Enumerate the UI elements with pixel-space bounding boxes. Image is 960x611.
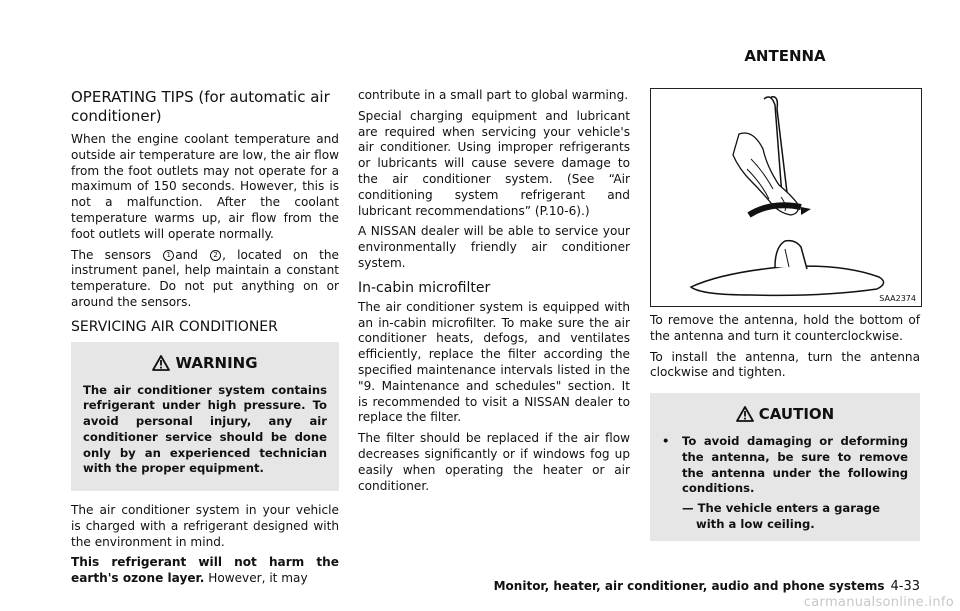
antenna-illustration bbox=[650, 88, 922, 307]
warning-text: The air conditioner system contains refrigerant under high pressure. To avoid personal injury, any air conditioner service should be done only by an experienced technician with the proper equipment. bbox=[83, 382, 327, 476]
figure-label: SAA2374 bbox=[879, 294, 916, 303]
install-antenna-paragraph: To install the antenna, turn the antenna clockwise and tighten. bbox=[650, 349, 920, 380]
footer-section-title: Monitor, heater, air conditioner, audio and phone systems bbox=[493, 579, 885, 593]
antenna-removal-drawing bbox=[651, 89, 921, 306]
caution-title: CAUTION bbox=[758, 405, 835, 424]
operating-tips-paragraph: When the engine coolant temperature and outside air temperature are low, the air flow from the foot outlets may not operate for a maximum of 150 seconds. However, this is not a malfunction. After the coolant temperature warms up, air flow from the foot outlets will operate normally. bbox=[71, 132, 339, 241]
sensor-2-marker: 2 bbox=[210, 250, 221, 261]
microfilter-heading: In-cabin microfilter bbox=[358, 279, 491, 296]
caution-box bbox=[650, 393, 920, 541]
ozone-paragraph: This refrigerant will not harm the earth's ozone layer. However, it may bbox=[71, 555, 339, 586]
sensor-1-marker: 1 bbox=[163, 250, 174, 261]
page-footer bbox=[494, 579, 920, 594]
left-column bbox=[71, 88, 339, 592]
operating-tips-heading: OPERATING TIPS (for automatic air conditioner) bbox=[71, 88, 330, 125]
warning-triangle-icon bbox=[152, 355, 170, 371]
middle-column bbox=[358, 88, 630, 499]
page-number: 4-33 bbox=[890, 579, 920, 594]
dealer-paragraph: A NISSAN dealer will be able to service your environmentally friendly air conditioner system. bbox=[358, 224, 630, 270]
bullet-symbol: • bbox=[662, 434, 670, 449]
servicing-heading: SERVICING AIR CONDITIONER bbox=[71, 318, 278, 335]
caution-triangle-icon bbox=[736, 406, 754, 422]
caution-bullet: • To avoid damaging or deforming the antenna, be sure to remove the antenna under the following conditions. bbox=[662, 434, 908, 496]
special-equipment-paragraph: Special charging equipment and lubricant are required when servicing your vehicle's air conditioner. Using improper refrigerants or lubricants will cause severe damage to the air conditioner system. (See “Air conditioning system refrigerant and lubricant recommendations” (P.10-6).) bbox=[358, 108, 630, 218]
right-column bbox=[650, 88, 920, 553]
remove-antenna-paragraph: To remove the antenna, hold the bottom of the antenna and turn it counterclockwise. bbox=[650, 313, 920, 343]
watermark: carmanualsonline.info bbox=[803, 595, 954, 610]
caution-subitem: — The vehicle enters a garage with a low ceiling. bbox=[682, 501, 880, 531]
global-warming-paragraph: contribute in a small part to global warming. bbox=[358, 88, 629, 102]
warning-box bbox=[71, 342, 339, 491]
sensors-paragraph: The sensors 1 and 2 , located on the instrument panel, help maintain a constant temperature. Do not put anything on or around the sensors. bbox=[71, 247, 339, 309]
warning-title: WARNING bbox=[175, 353, 258, 372]
microfilter-paragraph: The air conditioner system is equipped with an in-cabin microfilter. To make sure the air conditioner heats, defogs, and ventilates efficiently, replace the filter according the specified maintenance intervals listed in the "9. Maintenance and schedules" section. It is recommended to visit a NISSAN dealer to replace the filter. bbox=[358, 299, 630, 425]
refrigerant-paragraph: The air conditioner system in your vehicle is charged with a refrigerant designed with the environment in mind. bbox=[71, 502, 339, 549]
antenna-heading: ANTENNA bbox=[744, 47, 826, 65]
filter-replace-paragraph: The filter should be replaced if the air flow decreases significantly or if windows fog up easily when operating the heater or air conditioner. bbox=[358, 431, 630, 493]
